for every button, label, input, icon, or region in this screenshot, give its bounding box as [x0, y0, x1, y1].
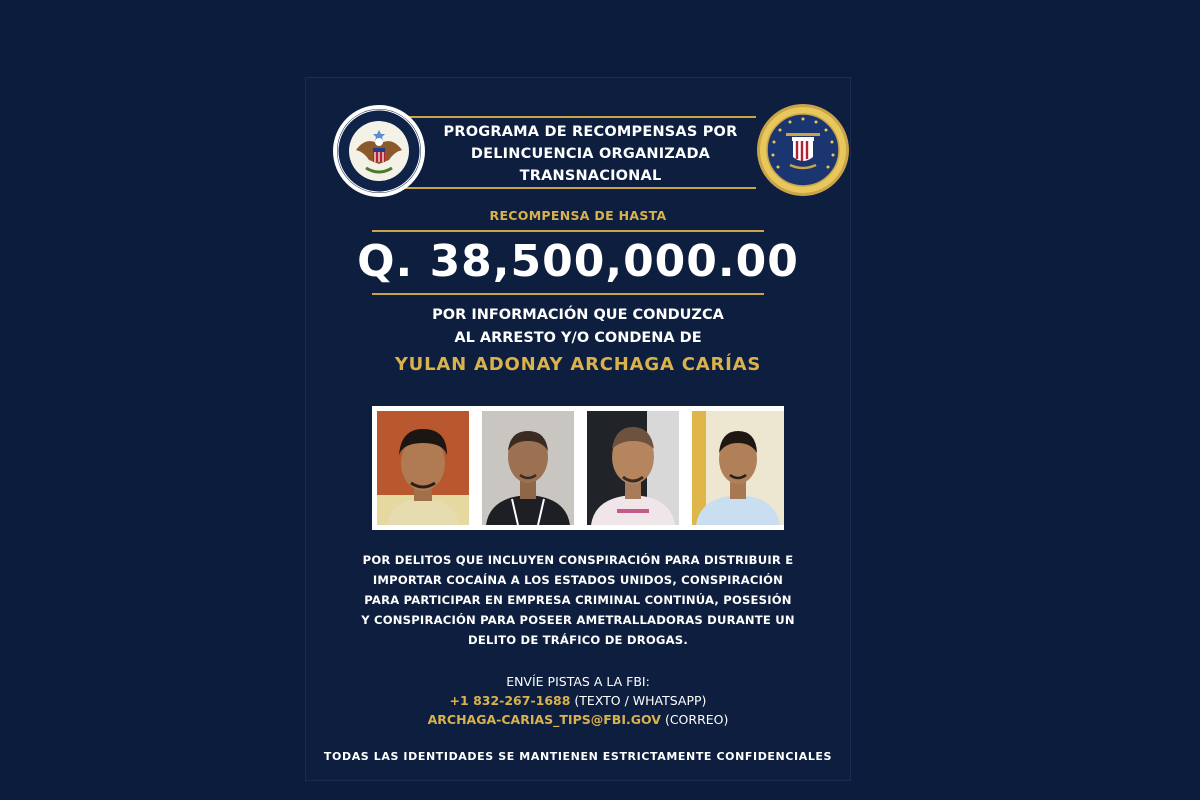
header-top-rule — [400, 116, 756, 118]
suspect-photo — [692, 411, 784, 525]
department-of-state-seal-icon — [332, 104, 426, 198]
program-title-line: TRANSNACIONAL — [519, 168, 662, 184]
tip-phone-number[interactable]: +1 832-267-1688 — [449, 693, 571, 708]
email-line — [306, 710, 850, 729]
program-title-line: PROGRAMA DE RECOMPENSAS POR — [443, 124, 738, 140]
fbi-seal-icon — [756, 103, 850, 197]
charges-line: IMPORTAR COCAÍNA A LOS ESTADOS UNIDOS, CONSPIRACIÓN — [372, 573, 784, 587]
program-title — [427, 121, 754, 187]
contact-block — [306, 672, 850, 729]
subject-name: YULAN ADONAY ARCHAGA CARÍAS — [394, 354, 762, 375]
suspect-photo — [377, 411, 469, 525]
info-line: POR INFORMACIÓN QUE CONDUZCA — [432, 307, 724, 323]
charges-text — [344, 550, 812, 650]
charges-line: DELITO DE TRÁFICO DE DROGAS. — [468, 633, 688, 647]
suspect-photo — [587, 411, 679, 525]
suspect-photo — [482, 411, 574, 525]
charges-line: Y CONSPIRACIÓN PARA POSEER AMETRALLADORAS DURANTE UN — [361, 613, 795, 627]
poster-header — [332, 104, 824, 202]
phone-line — [306, 691, 850, 710]
phone-note: (TEXTO / WHATSAPP) — [574, 693, 707, 708]
charges-line: PARA PARTICIPAR EN EMPRESA CRIMINAL CONTINÚA, POSESIÓN — [364, 593, 792, 607]
email-note: (CORREO) — [664, 712, 729, 727]
info-text — [306, 304, 850, 350]
wanted-poster — [306, 78, 850, 780]
header-bottom-rule — [400, 187, 756, 189]
tip-email-address[interactable]: ARCHAGA-CARIAS_TIPS@FBI.GOV — [427, 712, 661, 727]
reward-bottom-rule — [372, 293, 764, 295]
contact-heading: ENVÍE PISTAS A LA FBI: — [506, 674, 650, 689]
program-title-line: DELINCUENCIA ORGANIZADA — [470, 146, 711, 162]
reward-amount: Q. 38,500,000.00 — [357, 236, 799, 287]
reward-label: RECOMPENSA DE HASTA — [489, 208, 667, 223]
info-line: AL ARRESTO Y/O CONDENA DE — [454, 330, 702, 346]
confidentiality-notice: TODAS LAS IDENTIDADES SE MANTIENEN ESTRICTAMENTE CONFIDENCIALES — [323, 750, 833, 763]
charges-line: POR DELITOS QUE INCLUYEN CONSPIRACIÓN PARA DISTRIBUIR E — [362, 553, 794, 567]
suspect-photo-strip — [372, 406, 784, 530]
